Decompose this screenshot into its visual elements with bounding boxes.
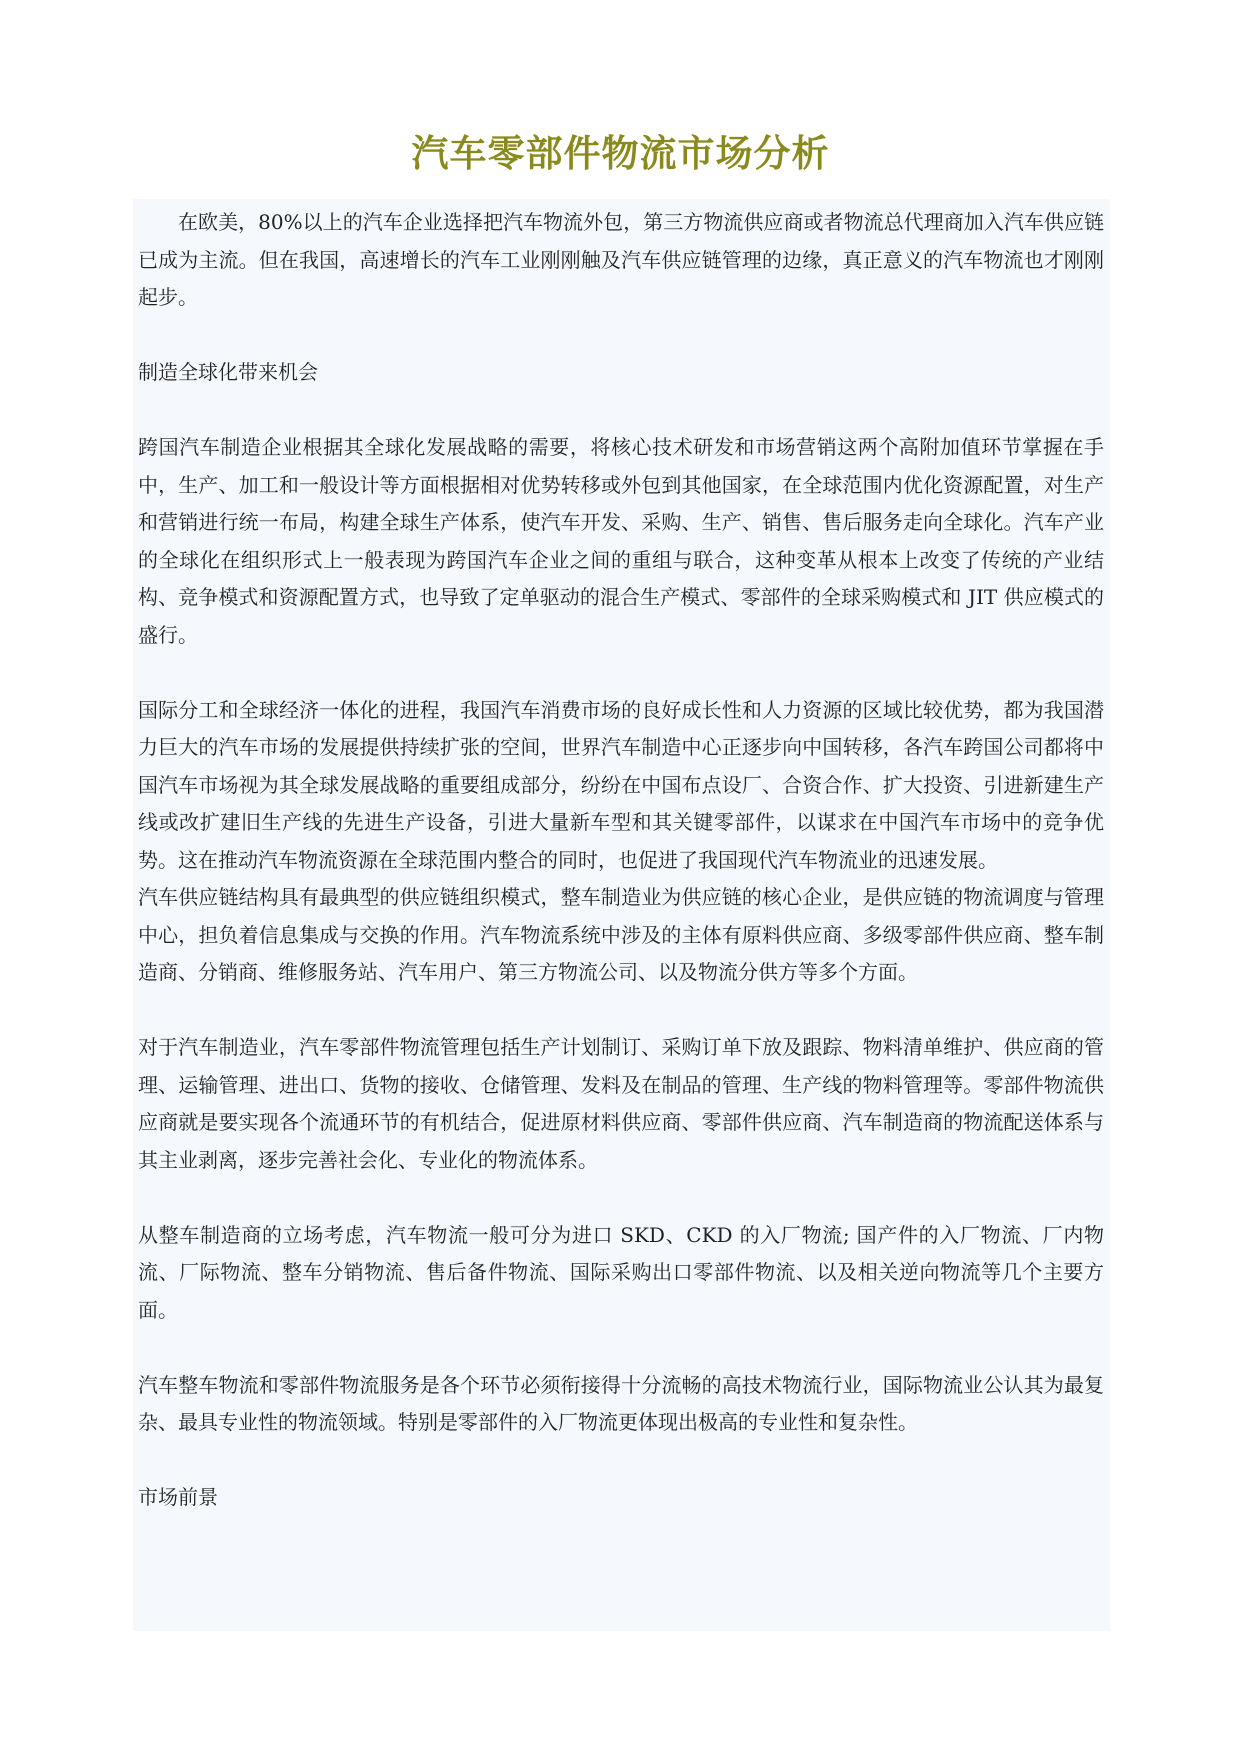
paragraph-spacer	[138, 654, 1104, 692]
paragraph-supply-chain-structure: 汽车供应链结构具有最典型的供应链组织模式，整车制造业为供应链的核心企业，是供应链的物流调度与管理中心，担负着信息集成与交换的作用。汽车物流系统中涉及的主体有原料供应商、多级零部件供应商、整车制造商、分销商、维修服务站、汽车用户、第三方物流公司、以及物流分供方等多个方面。	[138, 885, 1104, 984]
paragraph-logistics-complexity: 汽车整车物流和零部件物流服务是各个环节必须衔接得十分流畅的高技术物流行业，国际物流业公认其为最复杂、最具专业性的物流领域。特别是零部件的入厂物流更体现出极高的专业性和复杂性。	[138, 1372, 1104, 1434]
paragraph-spacer	[138, 317, 1104, 355]
paragraph-logistics-categories: 从整车制造商的立场考虑，汽车物流一般可分为进口 SKD、CKD 的入厂物流; 国产件的入厂物流、厂内物流、厂际物流、整车分销物流、售后备件物流、国际采购出口零部件物流、以及相关逆向物流等几个主要方面。	[138, 1222, 1104, 1322]
paragraph-spacer	[138, 1179, 1104, 1217]
page-title: 汽车零部件物流市场分析	[411, 131, 830, 175]
paragraph-global-strategy: 跨国汽车制造企业根据其全球化发展战略的需要，将核心技术研发和市场营销这两个高附加值环节掌握在手中，生产、加工和一般设计等方面根据相对优势转移或外包到其他国家，在全球范围内优化资源配置，对生产和营销进行统一布局，构建全球生产体系，使汽车开发、采购、生产、销售、售后服务走向全球化。汽车产业的全球化在组织形式上一般表现为跨国汽车企业之间的重组与联合，这种变革从根本上改变了传统的产业结构、竞争模式和资源配置方式，也导致了定单驱动的混合生产模式、零部件的全球采购模式和 JIT 供应模式的盛行。	[138, 435, 1104, 647]
paragraph-spacer	[138, 992, 1104, 1030]
section-heading-globalization: 制造全球化带来机会	[138, 360, 318, 384]
paragraph-parts-logistics-management: 对于汽车制造业，汽车零部件物流管理包括生产计划制订、采购订单下放及跟踪、物料清单维护、供应商的管理、运输管理、进出口、货物的接收、仓储管理、发料及在制品的管理、生产线的物料管理等。零部件物流供应商就是要实现各个流通环节的有机结合，促进原材料供应商、零部件供应商、汽车制造商的物流配送体系与其主业剥离，逐步完善社会化、专业化的物流体系。	[138, 1035, 1104, 1172]
section-heading-market-outlook: 市场前景	[138, 1485, 218, 1509]
intro-paragraph: 在欧美，80%以上的汽车企业选择把汽车物流外包，第三方物流供应商或者物流总代理商加入汽车供应链已成为主流。但在我国，高速增长的汽车工业刚刚触及汽车供应链管理的边缘，真正意义的汽车物流也才刚刚起步。	[138, 210, 1104, 309]
paragraph-spacer	[138, 1442, 1104, 1480]
paragraph-spacer	[138, 1329, 1104, 1367]
article-body	[138, 204, 1104, 1517]
paragraph-spacer	[138, 392, 1104, 430]
paragraph-international-division: 国际分工和全球经济一体化的进程，我国汽车消费市场的良好成长性和人力资源的区域比较优势，都为我国潜力巨大的汽车市场的发展提供持续扩张的空间，世界汽车制造中心正逐步向中国转移，各汽车跨国公司都将中国汽车市场视为其全球发展战略的重要组成部分，纷纷在中国布点设厂、合资合作、扩大投资、引进新建生产线或改扩建旧生产线的先进生产设备，引进大量新车型和其关键零部件，以谋求在中国汽车市场中的竞争优势。这在推动汽车物流资源在全球范围内整合的同时，也促进了我国现代汽车物流业的迅速发展。	[138, 697, 1104, 872]
